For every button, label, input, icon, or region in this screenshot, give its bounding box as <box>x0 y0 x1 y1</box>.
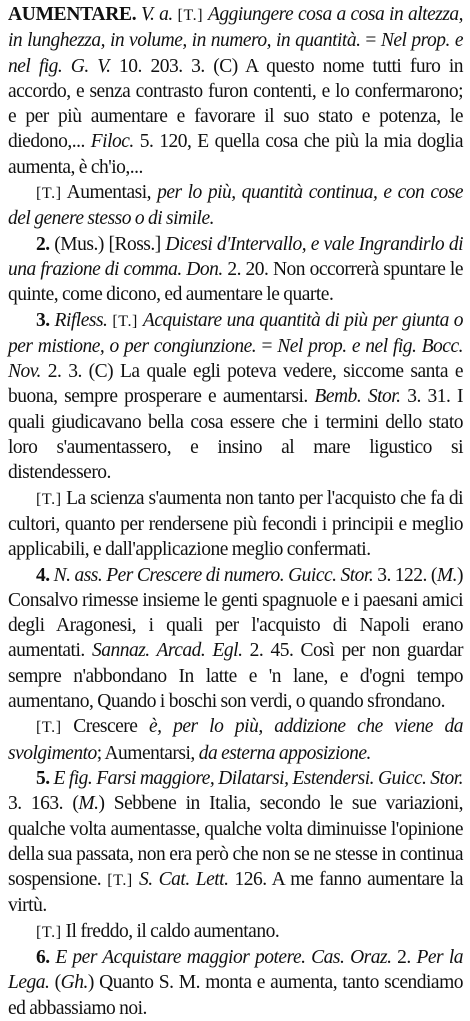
entry-sense-2: 2. (Mus.) [Ross.] Dicesi d'Intervallo, e vale Ingrandirlo di una frazione di comma. Don. 2. 20. Non occorrerà spuntare le quinte, come dicono, ed aumentare le quarte. <box>8 233 463 306</box>
citation-source: Nel prop. e nel fig. G. V. <box>8 30 463 77</box>
source-tag: [T.] <box>36 923 62 941</box>
entry-sense-5: 5. E fig. Farsi maggiore, Dilatarsi, Estendersi. Guicc. Stor. 3. 163. (M.) Sebbene in Italia, secondo le sue variazioni, qualche volta aumentasse, qualche volta diminuisse l'opinione della sua passata, non era però che non se ne stesse in continua sospensione. [T.] S. Cat. Lett. 126. A me fanno aumentare la virtù. <box>8 767 464 917</box>
entry-grammar-label: V. a. <box>141 4 173 25</box>
entry-headword: AUMENTARE. <box>8 4 137 25</box>
entry-sense-3: 3. Rifless. [T.] Acquistare una quantità di più per giunta o per mistione, o per congiunzione. = Nel prop. e nel fig. Bocc. Nov. 2. 3. (C) La quale egli poteva vedere, siccome santa e buona, sempre prosperare e aumentarsi. Bemb. Stor. 3. 31. I quali giudicavano bella cosa essere che i termini dello stato loro s'aumentassero, e insino al mare ligustico si distendessero. <box>8 309 464 484</box>
sense-number: 2. <box>36 233 50 255</box>
citation-text: 5. 120, E quella cosa che più la mia doglia aumenta, è ch'io,... <box>8 131 463 178</box>
entry-sense-6: 6. E per Acquistare maggior potere. Cas. Oraz. 2. Per la Lega. (Gh.) Quanto S. M. monta e aumenta, tanto scendiamo ed abbassiamo noi. <box>8 946 464 1019</box>
sense-number: 3. <box>36 309 50 331</box>
sense-number: 6. <box>36 946 50 968</box>
source-tag: [T.] <box>107 872 133 890</box>
source-tag: [T.] <box>112 312 138 330</box>
entry-note: [T.] Il freddo, il caldo aumentano. <box>36 920 280 942</box>
source-tag: [T.] <box>36 490 62 508</box>
definition-text: Aggiungere cosa a cosa in altezza, in lunghezza, in volume, in numero, in quantità. <box>8 4 464 52</box>
source-tag: [T.] <box>36 185 62 203</box>
entry-note: [T.] La scienza s'aumenta non tanto per l'acquisto che fa di cultori, quanto per rendersene più fecondi i principii e meglio applicabili, e dall'applicazione meglio confermati. <box>8 487 463 561</box>
sense-number: 4. <box>36 564 50 586</box>
entry-note: [T.] Aumentasi, per lo più, quantità continua, e con cose del genere stesso o di simile. <box>8 182 463 230</box>
source-tag: [T.] <box>36 719 62 737</box>
entry-note: [T.] Crescere è, per lo più, addizione che viene da svolgimento; Aumentarsi, da esterna apposizione. <box>8 716 463 764</box>
source-tag: [T.] <box>177 7 204 24</box>
sense-number: 5. <box>36 767 50 789</box>
entry-sense-4: 4. N. ass. Per Crescere di numero. Guicc. Stor. 3. 122. (M.) Consalvo rimesse insieme le genti spagnuole e i paesani amici degli Aragonesi, i quali per l'acquisto di Napoli erano aumentati. Sannaz. Arcad. Egl. 2. 45. Così per non guardar sempre n'abbondano In latte e 'n lane, e d'ogni tempo aumentano, Quando i boschi son verdi, o quando sfrondano. <box>8 564 464 713</box>
entry-definition-main: AUMENTARE. V. a. [T.] Aggiungere cosa a cosa in altezza, in lunghezza, in volume, in numero, in quantità. = Nel prop. e nel fig. G. V. 10. 203. 3. (C) A questo nome tutti furo in accordo, e senza contrasto furon contenti, e lo confermarono; e per più aumentare e favorare il suo stato e potenza, le diedono,... Filoc. 5. 120, E quella cosa che più la mia doglia aumenta, è ch'io,... <box>8 4 464 178</box>
citation-text: 10. 203. 3. (C) A questo nome tutti furo in accordo, e senza contrasto furon contenti, e lo confermarono; e per più aumentare e favorare il suo stato e potenza, le diedono,... <box>8 55 464 153</box>
citation-source: Filoc. <box>90 131 134 153</box>
